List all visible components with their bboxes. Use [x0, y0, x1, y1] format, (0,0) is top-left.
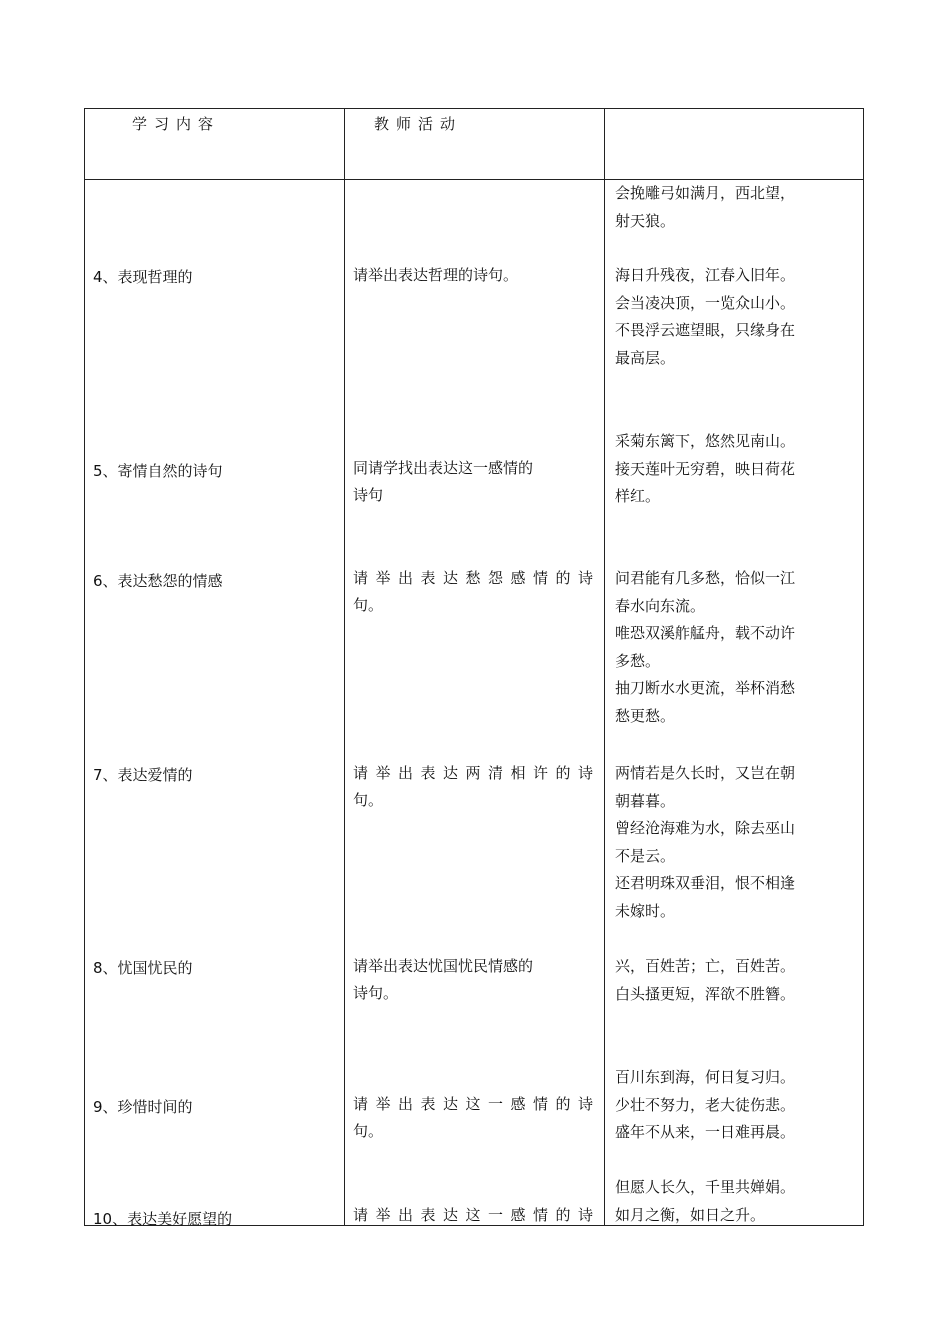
header-learning-content: 学习内容 — [132, 115, 221, 133]
poem-line: 愁更愁。 — [615, 706, 676, 725]
topic-patriotism: 8、忧国忧民的 — [93, 959, 193, 977]
poem-line: 样红。 — [615, 487, 661, 505]
activity-time — [353, 1091, 593, 1145]
poem-cell-patriotism — [615, 953, 835, 1008]
activity-line: 请举出表达这一感情的诗 — [353, 1206, 593, 1224]
poem-line: 多愁。 — [615, 651, 661, 670]
poem-line: 未嫁时。 — [615, 901, 676, 920]
poem-line: 问君能有几多愁，恰似一江 — [615, 569, 796, 587]
activity-line: 句。 — [353, 596, 384, 614]
poem-line: 如月之衡，如日之升。 — [615, 1205, 766, 1224]
poem-line: 曾经沧海难为水，除去巫山 — [615, 819, 796, 837]
poem-line: 会当凌决顶，一览众山小。 — [615, 293, 796, 312]
activity-line: 诗句。 — [353, 984, 399, 1002]
poem-line: 白头搔更短，浑欲不胜簪。 — [615, 984, 796, 1003]
topic-nature: 5、寄情自然的诗句 — [93, 462, 223, 480]
activity-line: 请举出表达这一感情的诗 — [353, 1095, 593, 1113]
poem-cell-sorrow — [615, 565, 835, 730]
poem-line: 不是云。 — [615, 846, 676, 865]
activity-wishes — [353, 1202, 593, 1229]
poem-line: 海日升残夜，江春入旧年。 — [615, 266, 796, 284]
activity-sorrow — [353, 565, 593, 619]
poem-line: 抽刀断水水更流，举杯消愁 — [615, 679, 796, 697]
topic-sorrow: 6、表达愁怨的情感 — [93, 572, 223, 590]
topic-time: 9、珍惜时间的 — [93, 1098, 193, 1116]
activity-love — [353, 760, 593, 814]
poem-line: 兴，百姓苦；亡，百姓苦。 — [615, 957, 796, 975]
poem-line: 采菊东篱下，悠然见南山。 — [615, 432, 796, 450]
poem-line: 两情若是久长时，又岂在朝 — [615, 764, 796, 782]
poem-line: 百川东到海，何日复习归。 — [615, 1068, 796, 1086]
activity-line: 请举出表达两清相许的诗 — [353, 764, 593, 782]
poem-cell-love — [615, 760, 835, 925]
poem-line: 接天莲叶无穷碧，映日荷花 — [615, 459, 796, 478]
poem-line: 最高层。 — [615, 348, 676, 367]
poem-line: 唯恐双溪舴艋舟，载不动许 — [615, 624, 796, 642]
poem-line: 朝暮暮。 — [615, 791, 676, 810]
poem-line: 还君明珠双垂泪，恨不相逢 — [615, 874, 796, 892]
activity-line: 请举出表达愁怨感情的诗 — [353, 569, 593, 587]
activity-line: 句。 — [353, 791, 384, 809]
column-divider-2 — [604, 108, 605, 1226]
topic-philosophy: 4、表现哲理的 — [93, 268, 193, 286]
activity-line: 请举出表达忧国忧民情感的 — [353, 957, 534, 975]
poem-line: 少壮不努力，老大徒伤悲。 — [615, 1095, 796, 1114]
activity-philosophy: 请举出表达哲理的诗句。 — [353, 266, 519, 284]
activity-line: 诗句 — [353, 486, 384, 504]
poem-line: 春水向东流。 — [615, 596, 706, 615]
poem-line: 但愿人长久，千里共婵娟。 — [615, 1178, 796, 1196]
poem-cell-row-0 — [615, 180, 835, 235]
poem-cell-wishes — [615, 1174, 835, 1229]
header-teacher-activity: 教师活动 — [374, 115, 463, 133]
poem-line: 不畏浮云遮望眼，只缘身在 — [615, 321, 796, 339]
column-divider-1 — [344, 108, 345, 1226]
poem-line: 会挽雕弓如满月，西北望， — [615, 184, 796, 202]
poem-cell-nature — [615, 428, 835, 511]
poem-line: 盛年不从来，一日难再晨。 — [615, 1123, 796, 1141]
poem-cell-time — [615, 1064, 835, 1147]
topic-wishes: 10、表达美好愿望的 — [93, 1210, 233, 1228]
poem-line: 射天狼。 — [615, 211, 676, 230]
activity-patriotism — [353, 953, 583, 1007]
activity-line: 同请学找出表达这一感情的 — [353, 459, 534, 477]
activity-line: 句。 — [353, 1122, 384, 1140]
topic-love: 7、表达爱情的 — [93, 766, 193, 784]
activity-nature — [353, 455, 563, 509]
poem-cell-philosophy — [615, 262, 835, 372]
